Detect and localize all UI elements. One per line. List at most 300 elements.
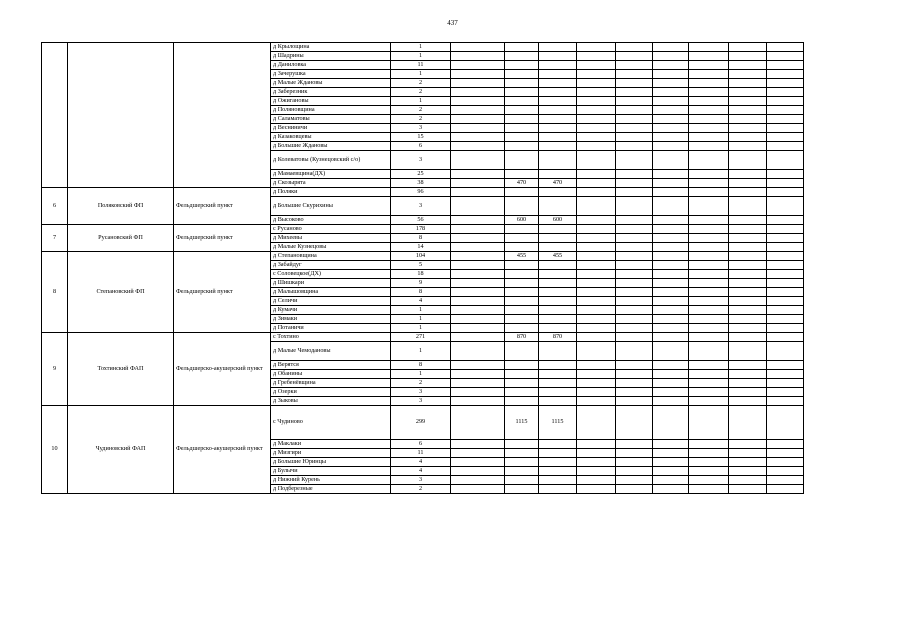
- empty-cell: [616, 52, 653, 61]
- empty-cell: [577, 315, 616, 324]
- value-cell-2: 470: [539, 179, 577, 188]
- number-cell: 8: [42, 252, 68, 333]
- empty-cell: [767, 361, 804, 370]
- empty-cell: [767, 388, 804, 397]
- value-cell-1: [505, 79, 539, 88]
- empty-cell: [451, 197, 505, 216]
- empty-cell: [767, 43, 804, 52]
- value-cell-1: [505, 467, 539, 476]
- empty-cell: [729, 370, 767, 379]
- empty-cell: [729, 243, 767, 252]
- empty-cell: [616, 106, 653, 115]
- empty-cell: [729, 306, 767, 315]
- value-cell-1: 470: [505, 179, 539, 188]
- empty-cell: [689, 440, 729, 449]
- empty-cell: [653, 370, 689, 379]
- empty-cell: [577, 234, 616, 243]
- empty-cell: [616, 142, 653, 151]
- settlement-cell: д Малые Кузнецовы: [271, 243, 391, 252]
- population-cell: 6: [391, 142, 451, 151]
- empty-cell: [689, 261, 729, 270]
- population-cell: 3: [391, 476, 451, 485]
- table-row: [42, 252, 804, 261]
- empty-cell: [577, 197, 616, 216]
- empty-cell: [653, 476, 689, 485]
- empty-cell: [689, 188, 729, 197]
- empty-cell: [451, 261, 505, 270]
- value-cell-1: [505, 270, 539, 279]
- empty-cell: [767, 440, 804, 449]
- settlement-cell: д Подберезные: [271, 485, 391, 494]
- empty-cell: [729, 43, 767, 52]
- empty-cell: [729, 261, 767, 270]
- value-cell-1: [505, 379, 539, 388]
- empty-cell: [767, 142, 804, 151]
- empty-cell: [653, 70, 689, 79]
- value-cell-1: [505, 370, 539, 379]
- empty-cell: [729, 97, 767, 106]
- empty-cell: [653, 361, 689, 370]
- empty-cell: [653, 52, 689, 61]
- value-cell-2: [539, 197, 577, 216]
- empty-cell: [451, 124, 505, 133]
- population-cell: 104: [391, 252, 451, 261]
- empty-cell: [689, 115, 729, 124]
- empty-cell: [577, 243, 616, 252]
- empty-cell: [616, 43, 653, 52]
- empty-cell: [616, 61, 653, 70]
- empty-cell: [451, 467, 505, 476]
- value-cell-2: [539, 188, 577, 197]
- empty-cell: [577, 388, 616, 397]
- number-cell: 6: [42, 188, 68, 225]
- empty-cell: [653, 133, 689, 142]
- empty-cell: [616, 370, 653, 379]
- empty-cell: [451, 115, 505, 124]
- empty-cell: [577, 88, 616, 97]
- value-cell-1: [505, 476, 539, 485]
- empty-cell: [577, 297, 616, 306]
- population-cell: 8: [391, 234, 451, 243]
- empty-cell: [451, 179, 505, 188]
- empty-cell: [689, 43, 729, 52]
- empty-cell: [577, 142, 616, 151]
- value-cell-2: 870: [539, 333, 577, 342]
- value-cell-1: [505, 142, 539, 151]
- empty-cell: [616, 79, 653, 88]
- population-cell: 18: [391, 270, 451, 279]
- empty-cell: [729, 179, 767, 188]
- empty-cell: [689, 70, 729, 79]
- empty-cell: [653, 43, 689, 52]
- empty-cell: [767, 88, 804, 97]
- empty-cell: [451, 97, 505, 106]
- empty-cell: [616, 88, 653, 97]
- population-cell: 1: [391, 70, 451, 79]
- empty-cell: [577, 279, 616, 288]
- empty-cell: [577, 225, 616, 234]
- value-cell-2: [539, 324, 577, 333]
- empty-cell: [767, 279, 804, 288]
- empty-cell: [451, 270, 505, 279]
- empty-cell: [577, 406, 616, 440]
- value-cell-1: [505, 440, 539, 449]
- empty-cell: [577, 333, 616, 342]
- value-cell-2: 455: [539, 252, 577, 261]
- empty-cell: [729, 61, 767, 70]
- value-cell-2: [539, 106, 577, 115]
- empty-cell: [729, 449, 767, 458]
- empty-cell: [729, 297, 767, 306]
- empty-cell: [451, 306, 505, 315]
- empty-cell: [577, 133, 616, 142]
- empty-cell: [729, 124, 767, 133]
- value-cell-2: [539, 288, 577, 297]
- value-cell-1: [505, 170, 539, 179]
- settlement-cell: д Шишкари: [271, 279, 391, 288]
- empty-cell: [653, 216, 689, 225]
- value-cell-2: [539, 133, 577, 142]
- value-cell-2: [539, 270, 577, 279]
- settlement-cell: д Малые Чемодановы: [271, 342, 391, 361]
- empty-cell: [689, 52, 729, 61]
- settlement-cell: д Михеевы: [271, 234, 391, 243]
- empty-cell: [689, 379, 729, 388]
- empty-cell: [689, 279, 729, 288]
- empty-cell: [767, 197, 804, 216]
- settlement-cell: д Большие Скурихины: [271, 197, 391, 216]
- value-cell-2: [539, 70, 577, 79]
- empty-cell: [616, 324, 653, 333]
- table-row: [42, 406, 804, 440]
- table-row: [42, 43, 804, 52]
- settlement-cell: д Саламатовы: [271, 115, 391, 124]
- empty-cell: [767, 485, 804, 494]
- empty-cell: [451, 476, 505, 485]
- empty-cell: [653, 379, 689, 388]
- empty-cell: [729, 467, 767, 476]
- empty-cell: [767, 133, 804, 142]
- settlement-cell: д Малые Ждановы: [271, 79, 391, 88]
- empty-cell: [729, 333, 767, 342]
- empty-cell: [451, 225, 505, 234]
- empty-cell: [729, 388, 767, 397]
- empty-cell: [616, 252, 653, 261]
- empty-cell: [689, 179, 729, 188]
- population-cell: 56: [391, 216, 451, 225]
- empty-cell: [577, 370, 616, 379]
- empty-cell: [729, 252, 767, 261]
- value-cell-2: 1115: [539, 406, 577, 440]
- empty-cell: [653, 324, 689, 333]
- settlement-cell: д Селичи: [271, 297, 391, 306]
- population-cell: 1: [391, 342, 451, 361]
- empty-cell: [689, 397, 729, 406]
- empty-cell: [451, 297, 505, 306]
- empty-cell: [729, 79, 767, 88]
- value-cell-1: [505, 297, 539, 306]
- value-cell-1: [505, 306, 539, 315]
- empty-cell: [577, 270, 616, 279]
- empty-cell: [577, 61, 616, 70]
- empty-cell: [689, 406, 729, 440]
- settlement-cell: д Скозырята: [271, 179, 391, 188]
- value-cell-1: [505, 124, 539, 133]
- empty-cell: [689, 142, 729, 151]
- empty-cell: [616, 315, 653, 324]
- empty-cell: [653, 458, 689, 467]
- population-cell: 1: [391, 97, 451, 106]
- empty-cell: [653, 342, 689, 361]
- empty-cell: [616, 261, 653, 270]
- facility-name-cell: [68, 43, 174, 188]
- value-cell-1: [505, 324, 539, 333]
- empty-cell: [689, 225, 729, 234]
- value-cell-2: [539, 97, 577, 106]
- empty-cell: [616, 449, 653, 458]
- empty-cell: [767, 324, 804, 333]
- empty-cell: [577, 361, 616, 370]
- population-cell: 4: [391, 458, 451, 467]
- empty-cell: [689, 467, 729, 476]
- empty-cell: [653, 315, 689, 324]
- empty-cell: [767, 115, 804, 124]
- empty-cell: [616, 458, 653, 467]
- empty-cell: [616, 179, 653, 188]
- value-cell-2: [539, 315, 577, 324]
- empty-cell: [616, 361, 653, 370]
- population-cell: 1: [391, 306, 451, 315]
- empty-cell: [653, 406, 689, 440]
- facility-type-cell: Фельдшерско-акушерский пункт: [174, 406, 271, 494]
- empty-cell: [767, 333, 804, 342]
- settlement-cell: д Поляновщина: [271, 106, 391, 115]
- table-row: [42, 333, 804, 342]
- empty-cell: [616, 485, 653, 494]
- empty-cell: [729, 361, 767, 370]
- settlement-cell: с Чудиново: [271, 406, 391, 440]
- population-cell: 1: [391, 52, 451, 61]
- value-cell-2: [539, 449, 577, 458]
- empty-cell: [689, 88, 729, 97]
- facility-name-cell: Поляковский ФП: [68, 188, 174, 225]
- empty-cell: [653, 485, 689, 494]
- empty-cell: [577, 440, 616, 449]
- value-cell-2: 600: [539, 216, 577, 225]
- empty-cell: [767, 234, 804, 243]
- empty-cell: [451, 234, 505, 243]
- empty-cell: [451, 288, 505, 297]
- settlement-cell: д Степановщина: [271, 252, 391, 261]
- empty-cell: [577, 70, 616, 79]
- facility-name-cell: Тохтинский ФАП: [68, 333, 174, 406]
- empty-cell: [653, 61, 689, 70]
- empty-cell: [451, 43, 505, 52]
- empty-cell: [689, 124, 729, 133]
- empty-cell: [577, 188, 616, 197]
- settlement-cell: д Булычи: [271, 467, 391, 476]
- empty-cell: [577, 458, 616, 467]
- empty-cell: [653, 252, 689, 261]
- empty-cell: [767, 61, 804, 70]
- empty-cell: [451, 324, 505, 333]
- value-cell-1: 600: [505, 216, 539, 225]
- empty-cell: [729, 342, 767, 361]
- value-cell-2: [539, 52, 577, 61]
- settlement-cell: д Весниничи: [271, 124, 391, 133]
- empty-cell: [689, 297, 729, 306]
- empty-cell: [451, 449, 505, 458]
- value-cell-2: [539, 234, 577, 243]
- empty-cell: [451, 485, 505, 494]
- settlement-cell: д Поляки: [271, 188, 391, 197]
- value-cell-1: [505, 397, 539, 406]
- empty-cell: [689, 151, 729, 170]
- empty-cell: [577, 261, 616, 270]
- value-cell-2: [539, 279, 577, 288]
- empty-cell: [451, 361, 505, 370]
- empty-cell: [577, 170, 616, 179]
- empty-cell: [451, 188, 505, 197]
- empty-cell: [577, 97, 616, 106]
- empty-cell: [729, 216, 767, 225]
- settlement-cell: д Большие Ждановы: [271, 142, 391, 151]
- empty-cell: [729, 234, 767, 243]
- empty-cell: [729, 270, 767, 279]
- population-cell: 2: [391, 88, 451, 97]
- value-cell-2: [539, 151, 577, 170]
- settlement-cell: д Мизгири: [271, 449, 391, 458]
- empty-cell: [577, 124, 616, 133]
- population-cell: 9: [391, 279, 451, 288]
- value-cell-2: [539, 124, 577, 133]
- value-cell-2: [539, 88, 577, 97]
- empty-cell: [767, 406, 804, 440]
- value-cell-1: 870: [505, 333, 539, 342]
- empty-cell: [451, 70, 505, 79]
- population-cell: 2: [391, 379, 451, 388]
- empty-cell: [451, 279, 505, 288]
- empty-cell: [729, 197, 767, 216]
- empty-cell: [451, 379, 505, 388]
- population-cell: 1: [391, 324, 451, 333]
- settlement-cell: с Соловецкое(ДХ): [271, 270, 391, 279]
- settlement-cell: д Кумачи: [271, 306, 391, 315]
- settlement-cell: д Даниловка: [271, 61, 391, 70]
- value-cell-1: [505, 315, 539, 324]
- population-cell: 4: [391, 297, 451, 306]
- empty-cell: [689, 361, 729, 370]
- empty-cell: [767, 170, 804, 179]
- population-cell: 14: [391, 243, 451, 252]
- empty-cell: [653, 270, 689, 279]
- empty-cell: [616, 70, 653, 79]
- empty-cell: [689, 315, 729, 324]
- empty-cell: [767, 179, 804, 188]
- empty-cell: [767, 188, 804, 197]
- empty-cell: [616, 243, 653, 252]
- empty-cell: [577, 179, 616, 188]
- value-cell-2: [539, 342, 577, 361]
- empty-cell: [767, 288, 804, 297]
- empty-cell: [616, 333, 653, 342]
- settlement-cell: д Нижний Курень: [271, 476, 391, 485]
- page-number: 437: [447, 19, 458, 27]
- empty-cell: [729, 225, 767, 234]
- facility-name-cell: Русановский ФП: [68, 225, 174, 252]
- empty-cell: [653, 170, 689, 179]
- empty-cell: [689, 170, 729, 179]
- number-cell: 7: [42, 225, 68, 252]
- settlement-cell: д Верятся: [271, 361, 391, 370]
- empty-cell: [729, 397, 767, 406]
- facility-name-cell: Чудиновский ФАП: [68, 406, 174, 494]
- settlement-cell: д Большие Юринцы: [271, 458, 391, 467]
- value-cell-1: [505, 133, 539, 142]
- empty-cell: [767, 124, 804, 133]
- empty-cell: [767, 70, 804, 79]
- empty-cell: [653, 449, 689, 458]
- value-cell-2: [539, 361, 577, 370]
- settlement-cell: д Колеватовы (Кузнецовский с/о): [271, 151, 391, 170]
- population-cell: 4: [391, 467, 451, 476]
- number-cell: 9: [42, 333, 68, 406]
- empty-cell: [767, 476, 804, 485]
- settlement-cell: с Тохтино: [271, 333, 391, 342]
- value-cell-2: [539, 142, 577, 151]
- empty-cell: [577, 306, 616, 315]
- empty-cell: [767, 79, 804, 88]
- value-cell-2: [539, 43, 577, 52]
- empty-cell: [451, 52, 505, 61]
- empty-cell: [653, 225, 689, 234]
- empty-cell: [653, 397, 689, 406]
- value-cell-1: [505, 288, 539, 297]
- empty-cell: [577, 252, 616, 261]
- facility-type-cell: Фельдшерский пункт: [174, 188, 271, 225]
- empty-cell: [616, 288, 653, 297]
- population-cell: 2: [391, 79, 451, 88]
- empty-cell: [729, 142, 767, 151]
- empty-cell: [653, 115, 689, 124]
- value-cell-2: [539, 467, 577, 476]
- empty-cell: [616, 440, 653, 449]
- empty-cell: [729, 476, 767, 485]
- empty-cell: [616, 270, 653, 279]
- value-cell-2: [539, 306, 577, 315]
- empty-cell: [767, 315, 804, 324]
- settlement-cell: д Казаковцевы: [271, 133, 391, 142]
- empty-cell: [729, 106, 767, 115]
- empty-cell: [767, 106, 804, 115]
- population-cell: 11: [391, 61, 451, 70]
- empty-cell: [616, 279, 653, 288]
- empty-cell: [577, 467, 616, 476]
- value-cell-1: [505, 97, 539, 106]
- empty-cell: [689, 324, 729, 333]
- value-cell-1: [505, 61, 539, 70]
- empty-cell: [767, 449, 804, 458]
- value-cell-1: [505, 342, 539, 361]
- empty-cell: [577, 449, 616, 458]
- empty-cell: [451, 216, 505, 225]
- empty-cell: [577, 79, 616, 88]
- table-body: [42, 43, 804, 494]
- value-cell-1: [505, 52, 539, 61]
- settlement-cell: д Забайдуг: [271, 261, 391, 270]
- empty-cell: [729, 188, 767, 197]
- value-cell-2: [539, 243, 577, 252]
